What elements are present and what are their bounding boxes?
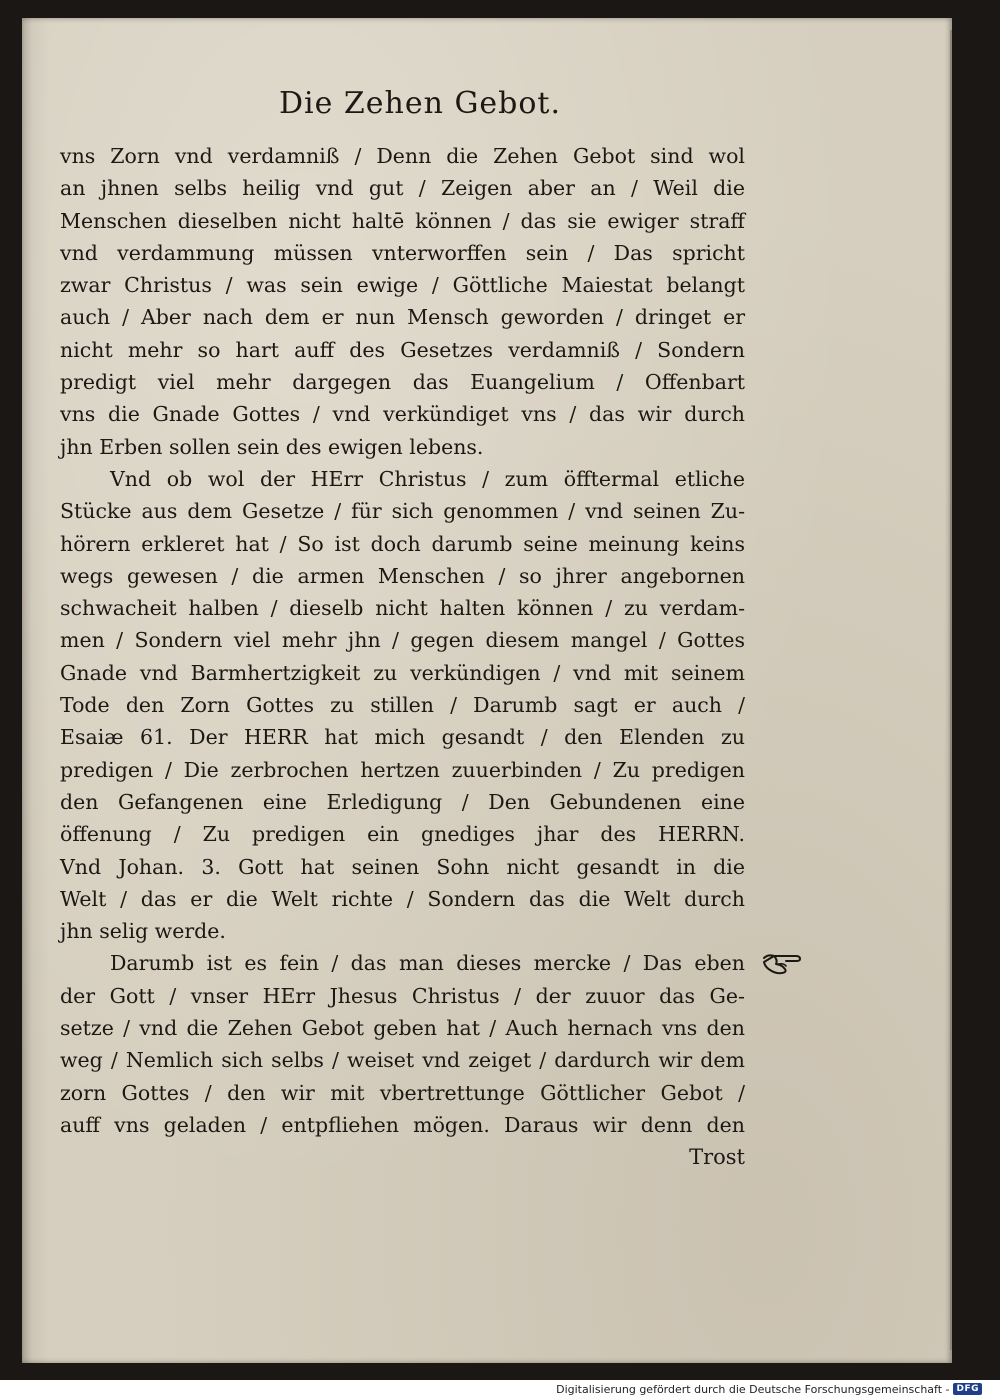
text-line: Welt / das er die Welt richte / Sondern das die Welt durch <box>60 886 745 911</box>
text-line: weg / Nemlich sich selbs / weiset vnd zeiget / dardurch wir dem <box>60 1048 745 1073</box>
text-line: vnd verdammung müssen vnterworffen sein / Das spricht <box>60 240 745 265</box>
text-line: an jhnen selbs heilig vnd gut / Zeigen aber an / Weil die <box>60 176 745 201</box>
catchword: Trost <box>689 1145 745 1169</box>
catchword-row <box>60 1145 745 1169</box>
running-head: Die Zehen Gebot. <box>278 86 562 121</box>
pointing-hand-icon <box>762 950 804 976</box>
text-line: vns die Gnade Gottes / vnd verkündiget vns / das wir durch <box>60 402 745 427</box>
text-line: predigt viel mehr dargegen das Euangelium / Offenbart <box>60 370 745 395</box>
text-line: Darumb ist es fein / das man dieses mercke / Das eben <box>110 951 745 976</box>
text-line: Stücke aus dem Gesetze / für sich genommen / vnd seinen Zu- <box>60 499 745 524</box>
dfg-logo: DFG <box>953 1383 982 1395</box>
text-line: öffenung / Zu predigen ein gnediges jhar des HERRN. <box>60 822 745 847</box>
text-line: auff vns geladen / entpfliehen mögen. Daraus wir denn den <box>60 1112 745 1137</box>
text-line: Tode den Zorn Gottes zu stillen / Darumb sagt er auch / <box>60 693 745 718</box>
footer-credit: Digitalisierung gefördert durch die Deutsche Forschungsgemeinschaft - <box>556 1382 950 1396</box>
text-line: auch / Aber nach dem er nun Mensch geworden / dringet er <box>60 305 745 330</box>
text-line: zwar Christus / was sein ewige / Göttliche Maiestat belangt <box>60 273 745 298</box>
text-line: den Gefangenen eine Erledigung / Den Gebundenen eine <box>60 789 745 814</box>
text-line: vns Zorn vnd verdamniß / Denn die Zehen Gebot sind wol <box>60 144 745 168</box>
text-line: schwacheit halben / dieselb nicht halten können / zu verdam- <box>60 596 745 621</box>
text-line: nicht mehr so hart auff des Gesetzes verdamniß / Sondern <box>60 337 745 362</box>
text-line: predigen / Die zerbrochen hertzen zuuerbinden / Zu predigen <box>60 757 745 782</box>
body-text <box>60 140 745 1141</box>
text-line: Vnd Johan. 3. Gott hat seinen Sohn nicht gesandt in die <box>60 854 745 879</box>
text-line: Menschen dieselben nicht haltē können / das sie ewiger straff <box>60 208 745 233</box>
text-line: zorn Gottes / den wir mit vbertrettunge Göttlicher Gebot / <box>60 1080 745 1105</box>
text-line: jhn Erben sollen sein des ewigen lebens. <box>60 434 484 459</box>
text-line: der Gott / vnser HErr Jhesus Christus / der zuuor das Ge- <box>60 983 745 1008</box>
text-line: men / Sondern viel mehr jhn / gegen diesem mangel / Gottes <box>60 628 745 653</box>
page-edge <box>950 30 952 1350</box>
text-line: setze / vnd die Zehen Gebot geben hat / Auch hernach vns den <box>60 1016 745 1041</box>
text-line: wegs gewesen / die armen Menschen / so jhrer angebornen <box>60 563 745 588</box>
digitization-footer <box>556 1381 982 1397</box>
text-line: Gnade vnd Barmhertzigkeit zu verkündigen / vnd mit seinem <box>60 660 745 685</box>
text-line: jhn selig werde. <box>60 919 226 944</box>
text-line: Esaiæ 61. Der HERR hat mich gesandt / den Elenden zu <box>60 725 745 750</box>
text-line: Vnd ob wol der HErr Christus / zum öfftermal etliche <box>110 466 745 491</box>
text-line: hörern erkleret hat / So ist doch darumb seine meinung keins <box>60 531 745 556</box>
